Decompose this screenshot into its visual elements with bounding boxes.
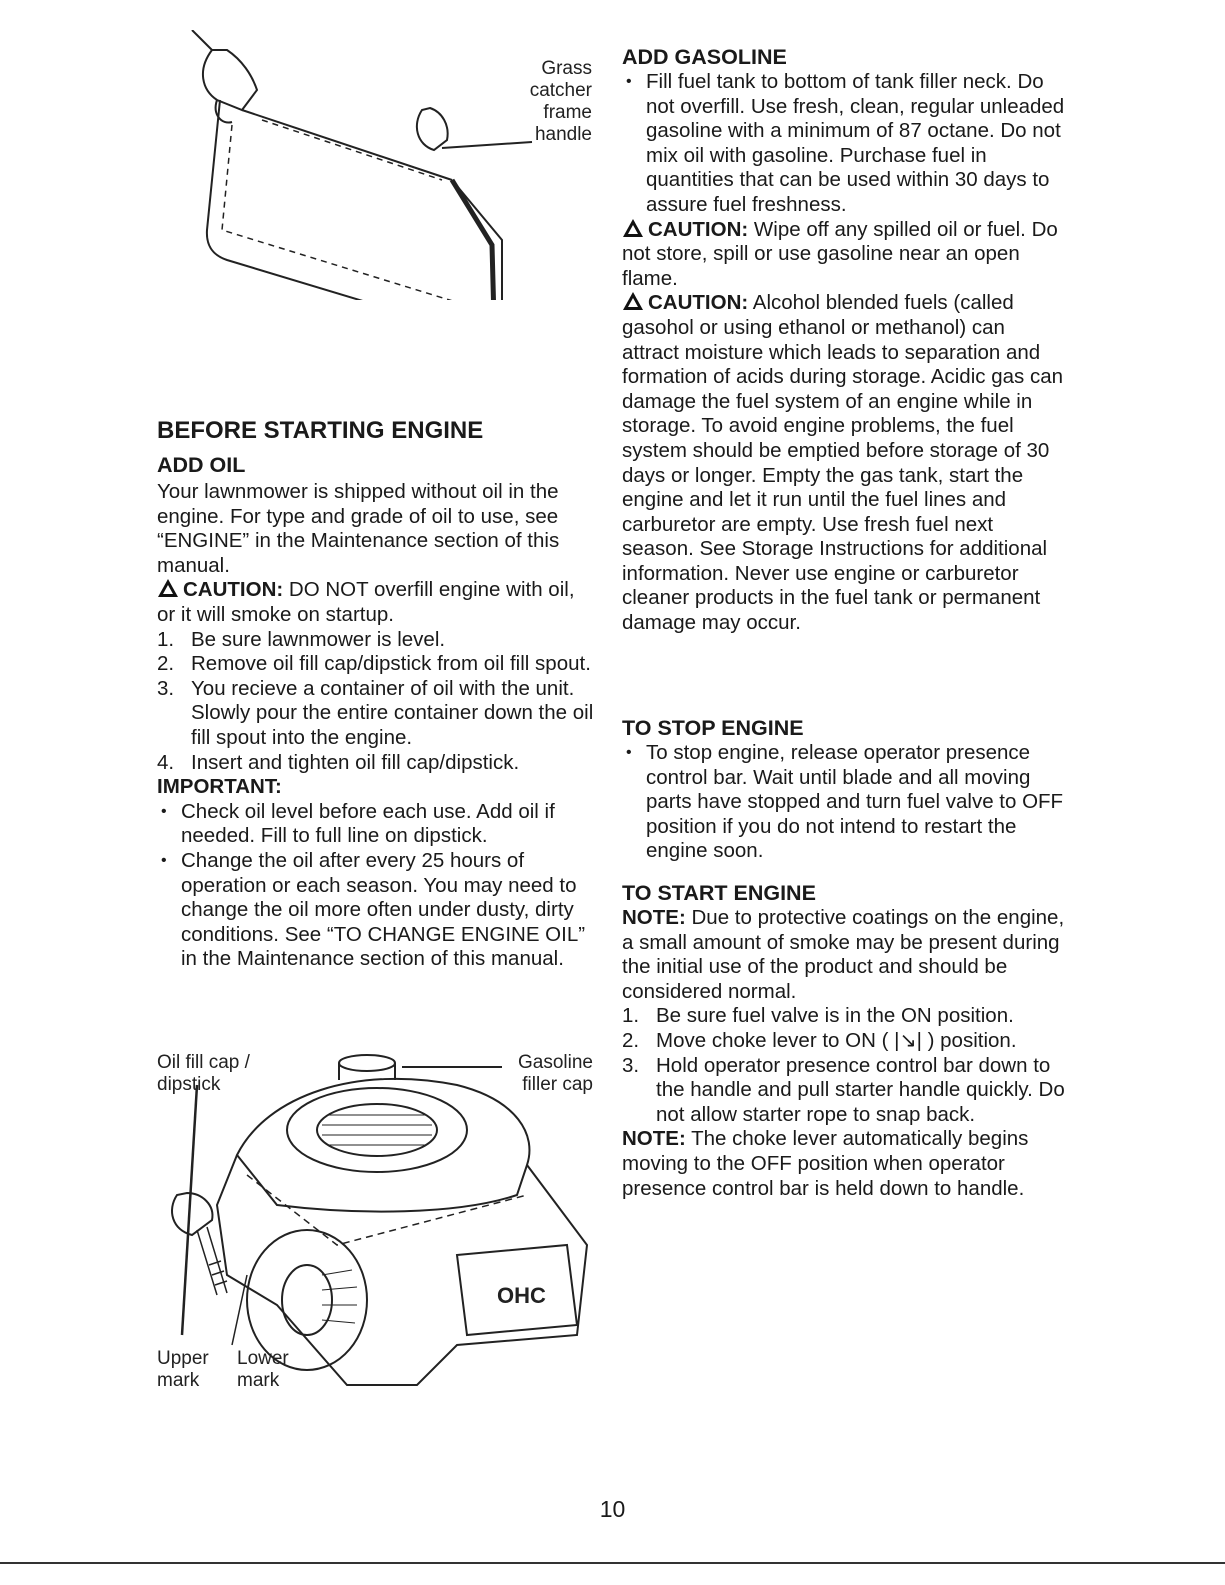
grass-catcher-label: Grass catcher frame handle [529,58,592,145]
list-item: 4. Insert and tighten oil fill cap/dipstick. [157,750,520,774]
add-gasoline-heading: ADD GASOLINE [622,45,787,69]
gasoline-filler-cap-label: Gasoline filler cap [518,1052,593,1095]
stop-engine-bullets [622,741,1067,864]
list-item: • Fill fuel tank to bottom of tank filler neck. Do not overfill. Use fresh, clean, regular unleaded gasoline with a minimum of 87 octane. Do not mix oil with gasoline. Purchase fuel in quantities that can be used within 30 days to assure fuel freshness. [622,70,1067,218]
before-starting-heading: BEFORE STARTING ENGINE [157,417,484,444]
oil-caution-text: DO NOT overfill engine with oil, or it will smoke on startup. [157,578,575,626]
engine-badge: OHC [497,1283,546,1308]
warning-icon [622,218,644,238]
gasoline-caution-1: CAUTION: Wipe off any spilled oil or fuel. Do not store, spill or use gasoline near an open flame. [622,217,1058,290]
list-item: 2. Move choke lever to ON ( |↘| ) position. [622,1028,1017,1052]
start-engine-heading: TO START ENGINE [622,881,816,905]
lower-mark-label: Lower mark [237,1348,289,1391]
add-oil-heading: ADD OIL [157,453,246,477]
gasoline-caution-2: CAUTION: Alcohol blended fuels (called gasohol or using ethanol or methanol) can attract moisture which leads to separation and formation of acids during storage. Acidic gas can damage the fuel system of an engine while in storage. To avoid engine problems, the fuel system should be emptied before storage of 30 days or longer. Empty the gas tank, start the engine and let it run until the fuel lines and carburetor are empty. Use fresh fuel next season. See Storage Instructions for additional information. Never use engine or carburetor cleaner products in the fuel tank or permanent damage may occur. [622,291,1063,635]
upper-mark-label: Upper mark [157,1348,209,1391]
engine-illustration [157,1045,597,1400]
start-engine-steps [622,1004,1067,1127]
add-oil-section [157,480,597,972]
list-item: 2. Remove oil fill cap/dipstick from oil fill spout. [157,652,591,676]
add-gasoline-section [622,44,1067,636]
add-oil-intro: Your lawnmower is shipped without oil in the engine. For type and grade of oil to use, see “ENGINE” in the Maintenance section of this manual. [157,480,560,577]
list-item: 3. Hold operator presence control bar down to the handle and pull starter handle quickly. Do not allow starter rope to snap back. [622,1053,1065,1126]
important-bullets [157,800,597,972]
add-gasoline-bullets [622,70,1067,218]
list-item: • Change the oil after every 25 hours of operation or each season. You may need to change the oil more often under dusty, dirty conditions. See “TO CHANGE ENGINE OIL” in the Maintenance section of this manual. [157,849,597,972]
footer-divider [0,1562,1225,1564]
stop-engine-section [622,715,1067,864]
warning-icon [622,291,644,311]
oil-caution-label: CAUTION: [183,578,284,602]
stop-engine-heading: TO STOP ENGINE [622,716,804,740]
page-number: 10 [599,1496,626,1522]
start-engine-note-1: NOTE: Due to protective coatings on the engine, a small amount of smoke may be present during the initial use of the product and should be considered normal. [622,906,1065,1003]
warning-icon [157,578,179,598]
start-engine-section [622,880,1067,1201]
add-oil-steps [157,628,597,776]
list-item: • To stop engine, release operator presence control bar. Wait until blade and all moving parts have stopped and turn fuel valve to OFF position if you do not intend to restart the engine soon. [622,741,1067,864]
list-item: 1. Be sure fuel valve is in the ON position. [622,1004,1014,1028]
list-item: • Check oil level before each use. Add oil if needed. Fill to full line on dipstick. [157,800,597,849]
oil-caution [157,578,597,627]
start-engine-note-2: NOTE: The choke lever automatically begins moving to the OFF position when operator presence control bar is held down to handle. [622,1127,1029,1200]
oil-fill-cap-label: Oil fill cap / dipstick [157,1052,250,1095]
list-item: 1. Be sure lawnmower is level. [157,627,446,651]
list-item: 3. You recieve a container of oil with the unit. Slowly pour the entire container down the oil fill spout into the engine. [157,676,594,749]
important-label: IMPORTANT: [157,775,282,799]
